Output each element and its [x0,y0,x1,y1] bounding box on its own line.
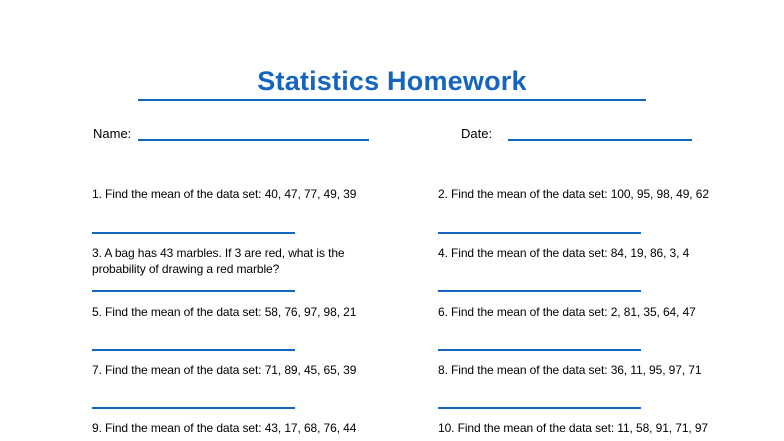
question-3: 3. A bag has 43 marbles. If 3 are red, what is the probability of drawing a red marble? [92,246,345,276]
question-7: 7. Find the mean of the data set: 71, 89, 45, 65, 39 [92,363,357,377]
title-underline [138,99,646,101]
date-label: Date: [461,126,493,141]
question-8: 8. Find the mean of the data set: 36, 11, 95, 97, 71 [438,363,702,377]
question-10: 10. Find the mean of the data set: 11, 58, 91, 71, 97 [438,421,709,435]
answer-line-3[interactable] [92,290,295,292]
answer-line-4[interactable] [438,290,641,292]
answer-line-7[interactable] [92,407,295,409]
answer-line-6[interactable] [438,349,641,351]
question-2: 2. Find the mean of the data set: 100, 95, 98, 49, 62 [438,187,709,201]
date-blank-line[interactable] [508,139,692,141]
answer-line-2[interactable] [438,232,641,234]
question-4: 4. Find the mean of the data set: 84, 19, 86, 3, 4 [438,246,690,260]
question-6: 6. Find the mean of the data set: 2, 81, 35, 64, 47 [438,305,696,319]
question-1: 1. Find the mean of the data set: 40, 47, 77, 49, 39 [92,187,357,201]
name-blank-line[interactable] [138,139,369,141]
answer-line-8[interactable] [438,407,641,409]
worksheet-title: Statistics Homework [257,66,527,96]
question-9: 9. Find the mean of the data set: 43, 17, 68, 76, 44 [92,421,357,435]
question-5: 5. Find the mean of the data set: 58, 76, 97, 98, 21 [92,305,357,319]
answer-line-5[interactable] [92,349,295,351]
answer-line-1[interactable] [92,232,295,234]
name-label: Name: [93,126,132,141]
